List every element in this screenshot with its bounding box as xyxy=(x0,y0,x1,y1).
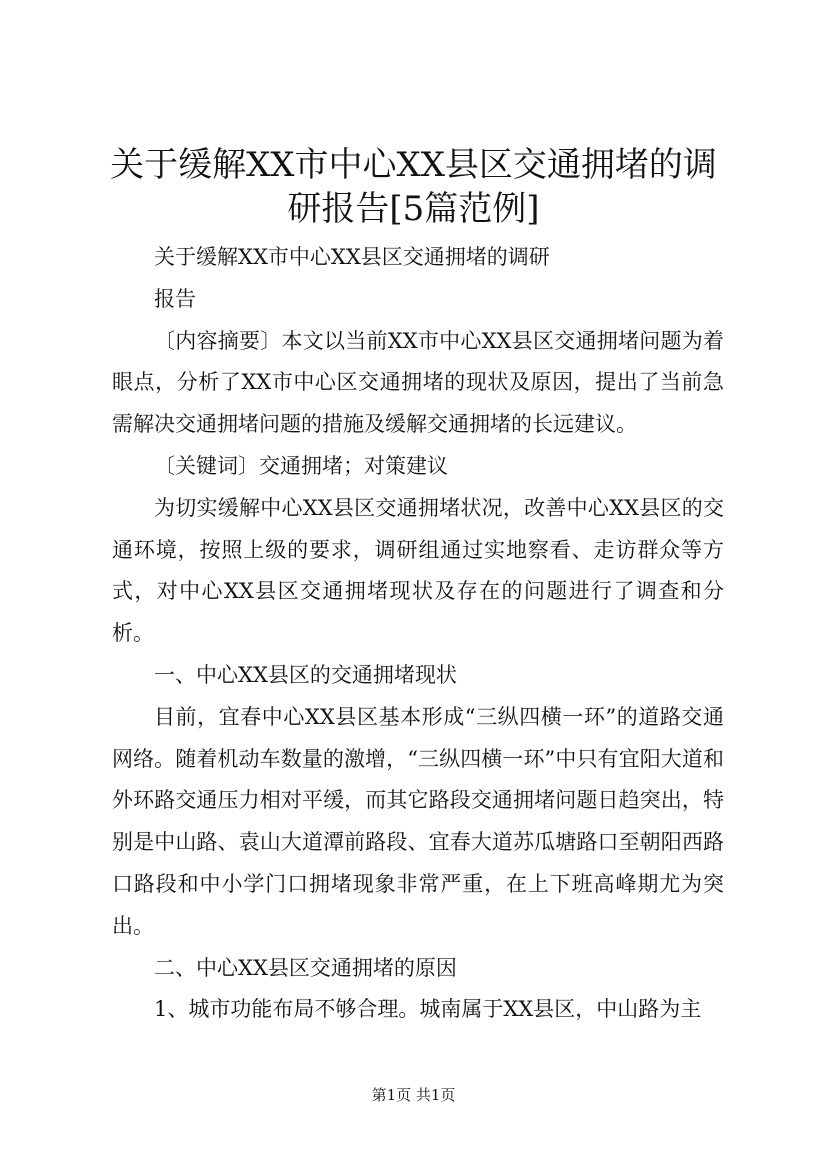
document-body xyxy=(112,237,724,1031)
page-footer xyxy=(0,1085,827,1105)
section-heading-1: 一、中心XX县区的交通拥堵现状 xyxy=(154,662,457,687)
cause-paragraph-1: 1、城市功能布局不够合理。城南属于XX县区，中山路为主 xyxy=(154,997,702,1022)
document-title: 关于缓解XX市中心XX县区交通拥堵的调研报告[5篇范例] xyxy=(110,145,717,229)
abstract-paragraph: 〔内容摘要〕本文以当前XX市中心XX县区交通拥堵问题为着眼点，分析了XX市中心区交通拥堵的现状及原因，提出了当前急需解决交通拥堵问题的措施及缓解交通拥堵的长远建议。 xyxy=(112,328,724,437)
section-heading-2: 二、中心XX县区交通拥堵的原因 xyxy=(154,955,457,980)
page-number-label: 第1页 共1页 xyxy=(371,1086,456,1104)
subtitle-line-1: 关于缓解XX市中心XX县区交通拥堵的调研 xyxy=(154,245,550,269)
intro-paragraph: 为切实缓解中心XX县区交通拥堵状况，改善中心XX县区的交通环境，按照上级的要求，调研组通过实地察看、走访群众等方式，对中心XX县区交通拥堵现状及存在的问题进行了调查和分析。 xyxy=(112,495,724,646)
status-paragraph: 目前，宜春中心XX县区基本形成“三纵四横一环”的道路交通网络。随着机动车数量的激增，“三纵四横一环”中只有宜阳大道和外环路交通压力相对平缓，而其它路段交通拥堵问题日趋突出，特别是中山路、袁山大道潭前路段、宜春大道苏瓜塘路口至朝阳西路口路段和中小学门口拥堵现象非常严重，在上下班高峰期尤为突出。 xyxy=(112,704,724,938)
keywords-paragraph: 〔关键词〕交通拥堵；对策建议 xyxy=(154,453,448,478)
subtitle-line-2: 报告 xyxy=(154,286,196,311)
